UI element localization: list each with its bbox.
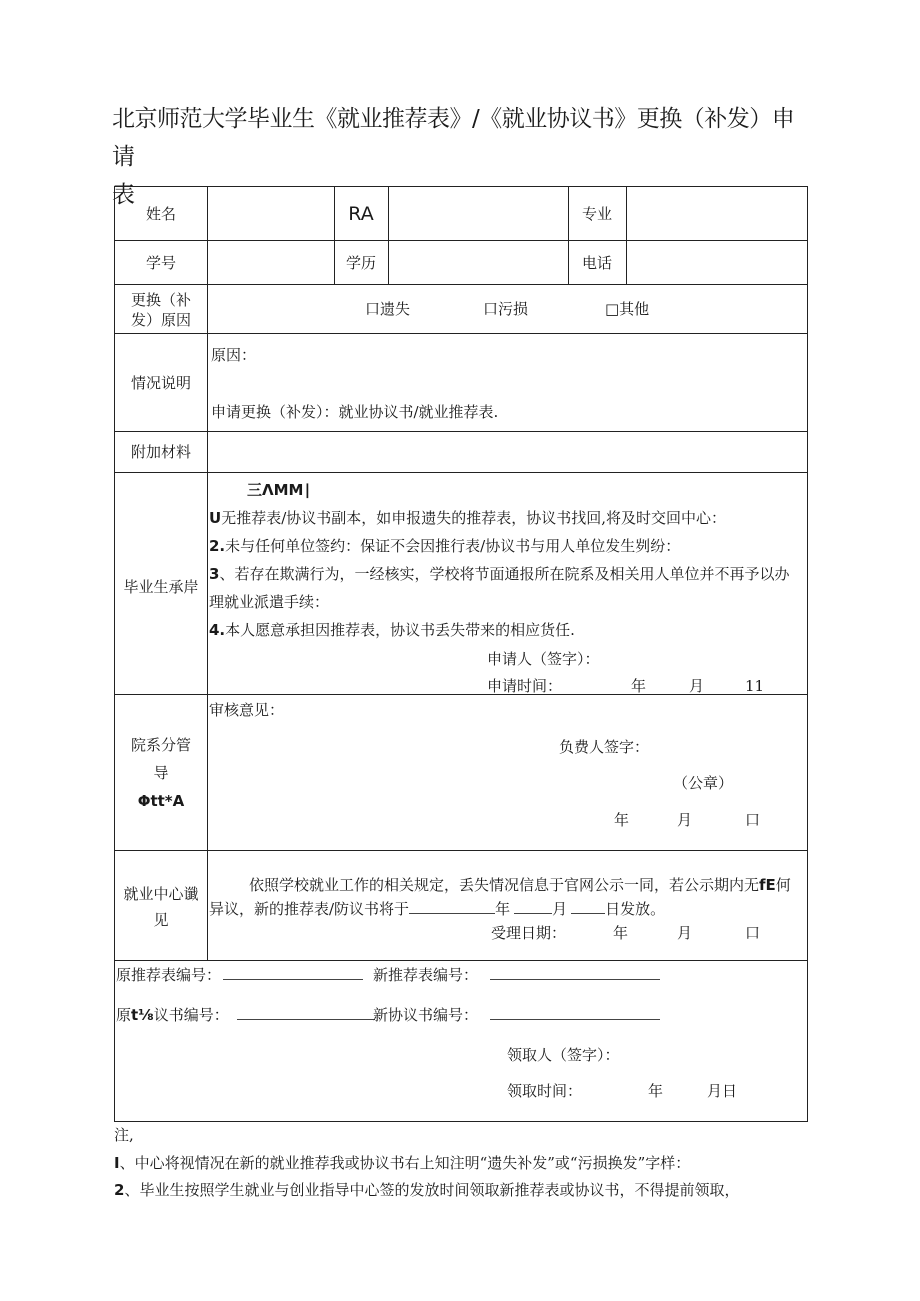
pledge-item-3: 3、若存在欺满行为，一经核实，学校将节面通报所在院系及相关用人单位并不再予以办 xyxy=(209,565,790,583)
accept-month: 月 xyxy=(677,924,693,942)
notes-heading: 注, xyxy=(114,1126,134,1144)
accept-date-label: 受理日期： xyxy=(491,924,567,942)
receive-year: 年 xyxy=(648,1082,664,1100)
pledge-item-1: U无推荐表/协议书副本，如申报遗失的推荐表，协议书找回,将及时交回中心： xyxy=(209,509,727,527)
applicant-signature: 申请人（签字）： xyxy=(487,650,600,668)
name-label: 姓名 xyxy=(145,205,176,223)
name-field[interactable] xyxy=(208,188,333,239)
receive-time-label: 领取时间： xyxy=(507,1082,583,1100)
apply-time-label: 申请时间： xyxy=(487,677,563,695)
apply-month: 月 xyxy=(689,677,705,695)
department-day: 口 xyxy=(745,811,761,829)
phone-label: 电话 xyxy=(581,254,612,272)
accept-day: 口 xyxy=(745,924,761,942)
pledge-item-3-cont: 理就业派遣手续： xyxy=(209,593,330,611)
pledge-item-4: 4.本人愿意承担因推荐表，协议书丢失带来的相应货任. xyxy=(209,621,575,639)
situation-request: 申请更换（补发）：就业协议书/就业推荐表. xyxy=(211,403,499,421)
reason-option-damaged[interactable]: 口污损 xyxy=(483,300,529,318)
reason-option-other[interactable]: □其他 xyxy=(605,300,650,318)
ra-field[interactable] xyxy=(389,188,567,239)
degree-field[interactable] xyxy=(389,241,567,283)
pledge-item-2: 2.未与任何单位签约：保证不会因推行表/协议书与用人单位发生刿纷： xyxy=(209,537,681,555)
department-year: 年 xyxy=(614,811,630,829)
leader-signature: 负费人签字： xyxy=(559,738,650,756)
center-opinion-line-2: 异议，新的推荐表/防议书将于 年 月 日发放。 xyxy=(209,900,666,918)
attachments-label: 附加材料 xyxy=(130,443,191,461)
situation-label: 情况说明 xyxy=(130,374,191,392)
review-opinion-label: 审核意见： xyxy=(209,701,285,719)
application-form xyxy=(114,186,808,1122)
pledge-label: 毕业生承岸 xyxy=(123,578,199,596)
situation-reason: 原因： xyxy=(211,346,257,364)
ra-label: RA xyxy=(348,203,374,225)
old-agreement-number: 原t⅛议书编号： xyxy=(116,1005,375,1025)
accept-year: 年 xyxy=(613,924,629,942)
new-agreement-number: 新协议书编号： xyxy=(373,1005,660,1025)
student-id-field[interactable] xyxy=(208,241,333,283)
apply-day: 11 xyxy=(745,677,765,695)
reason-option-lost[interactable]: 口遗失 xyxy=(365,300,411,318)
degree-label: 学历 xyxy=(345,254,376,272)
department-month: 月 xyxy=(677,811,693,829)
new-recommendation-number: 新推荐表编号： xyxy=(373,965,660,985)
center-label: 就业中心谶 见 xyxy=(123,885,199,929)
note-item-2: 2、毕业生按照学生就业与创业指导中心签的发放时间领取新推荐表或协议书，不得提前领取， xyxy=(114,1181,740,1199)
old-recommendation-number: 原推荐表编号： xyxy=(116,965,363,985)
attachments-field[interactable] xyxy=(208,432,806,471)
apply-year: 年 xyxy=(631,677,647,695)
receiver-signature: 领取人（签字）： xyxy=(507,1046,620,1064)
title-line-2: 表 xyxy=(112,182,135,208)
phone-field[interactable] xyxy=(627,241,806,283)
major-field[interactable] xyxy=(627,188,806,239)
reason-label: 更换（补 发）原因 xyxy=(130,291,191,329)
receive-month-day: 月日 xyxy=(707,1082,738,1100)
pledge-heading: 三ΛMM∣ xyxy=(247,481,311,499)
student-id-label: 学号 xyxy=(145,254,176,272)
center-opinion-line-1: 依照学校就业工作的相关规定，丢失情况信息于官网公示一同，若公示期内无fE何 xyxy=(249,876,791,894)
note-item-1: I、中心将视情况在新的就业推荐我或协议书右上知注明“遗失补发”或“污损换发”字样： xyxy=(114,1154,691,1172)
title-line-1: 北京师范大学毕业生《就业推荐表》/《就业协议书》更换（补发）申请 xyxy=(112,106,795,170)
department-label: 院系分管 导 Φtt*A xyxy=(130,736,191,810)
major-label: 专业 xyxy=(581,205,612,223)
official-seal: （公章） xyxy=(673,774,734,792)
